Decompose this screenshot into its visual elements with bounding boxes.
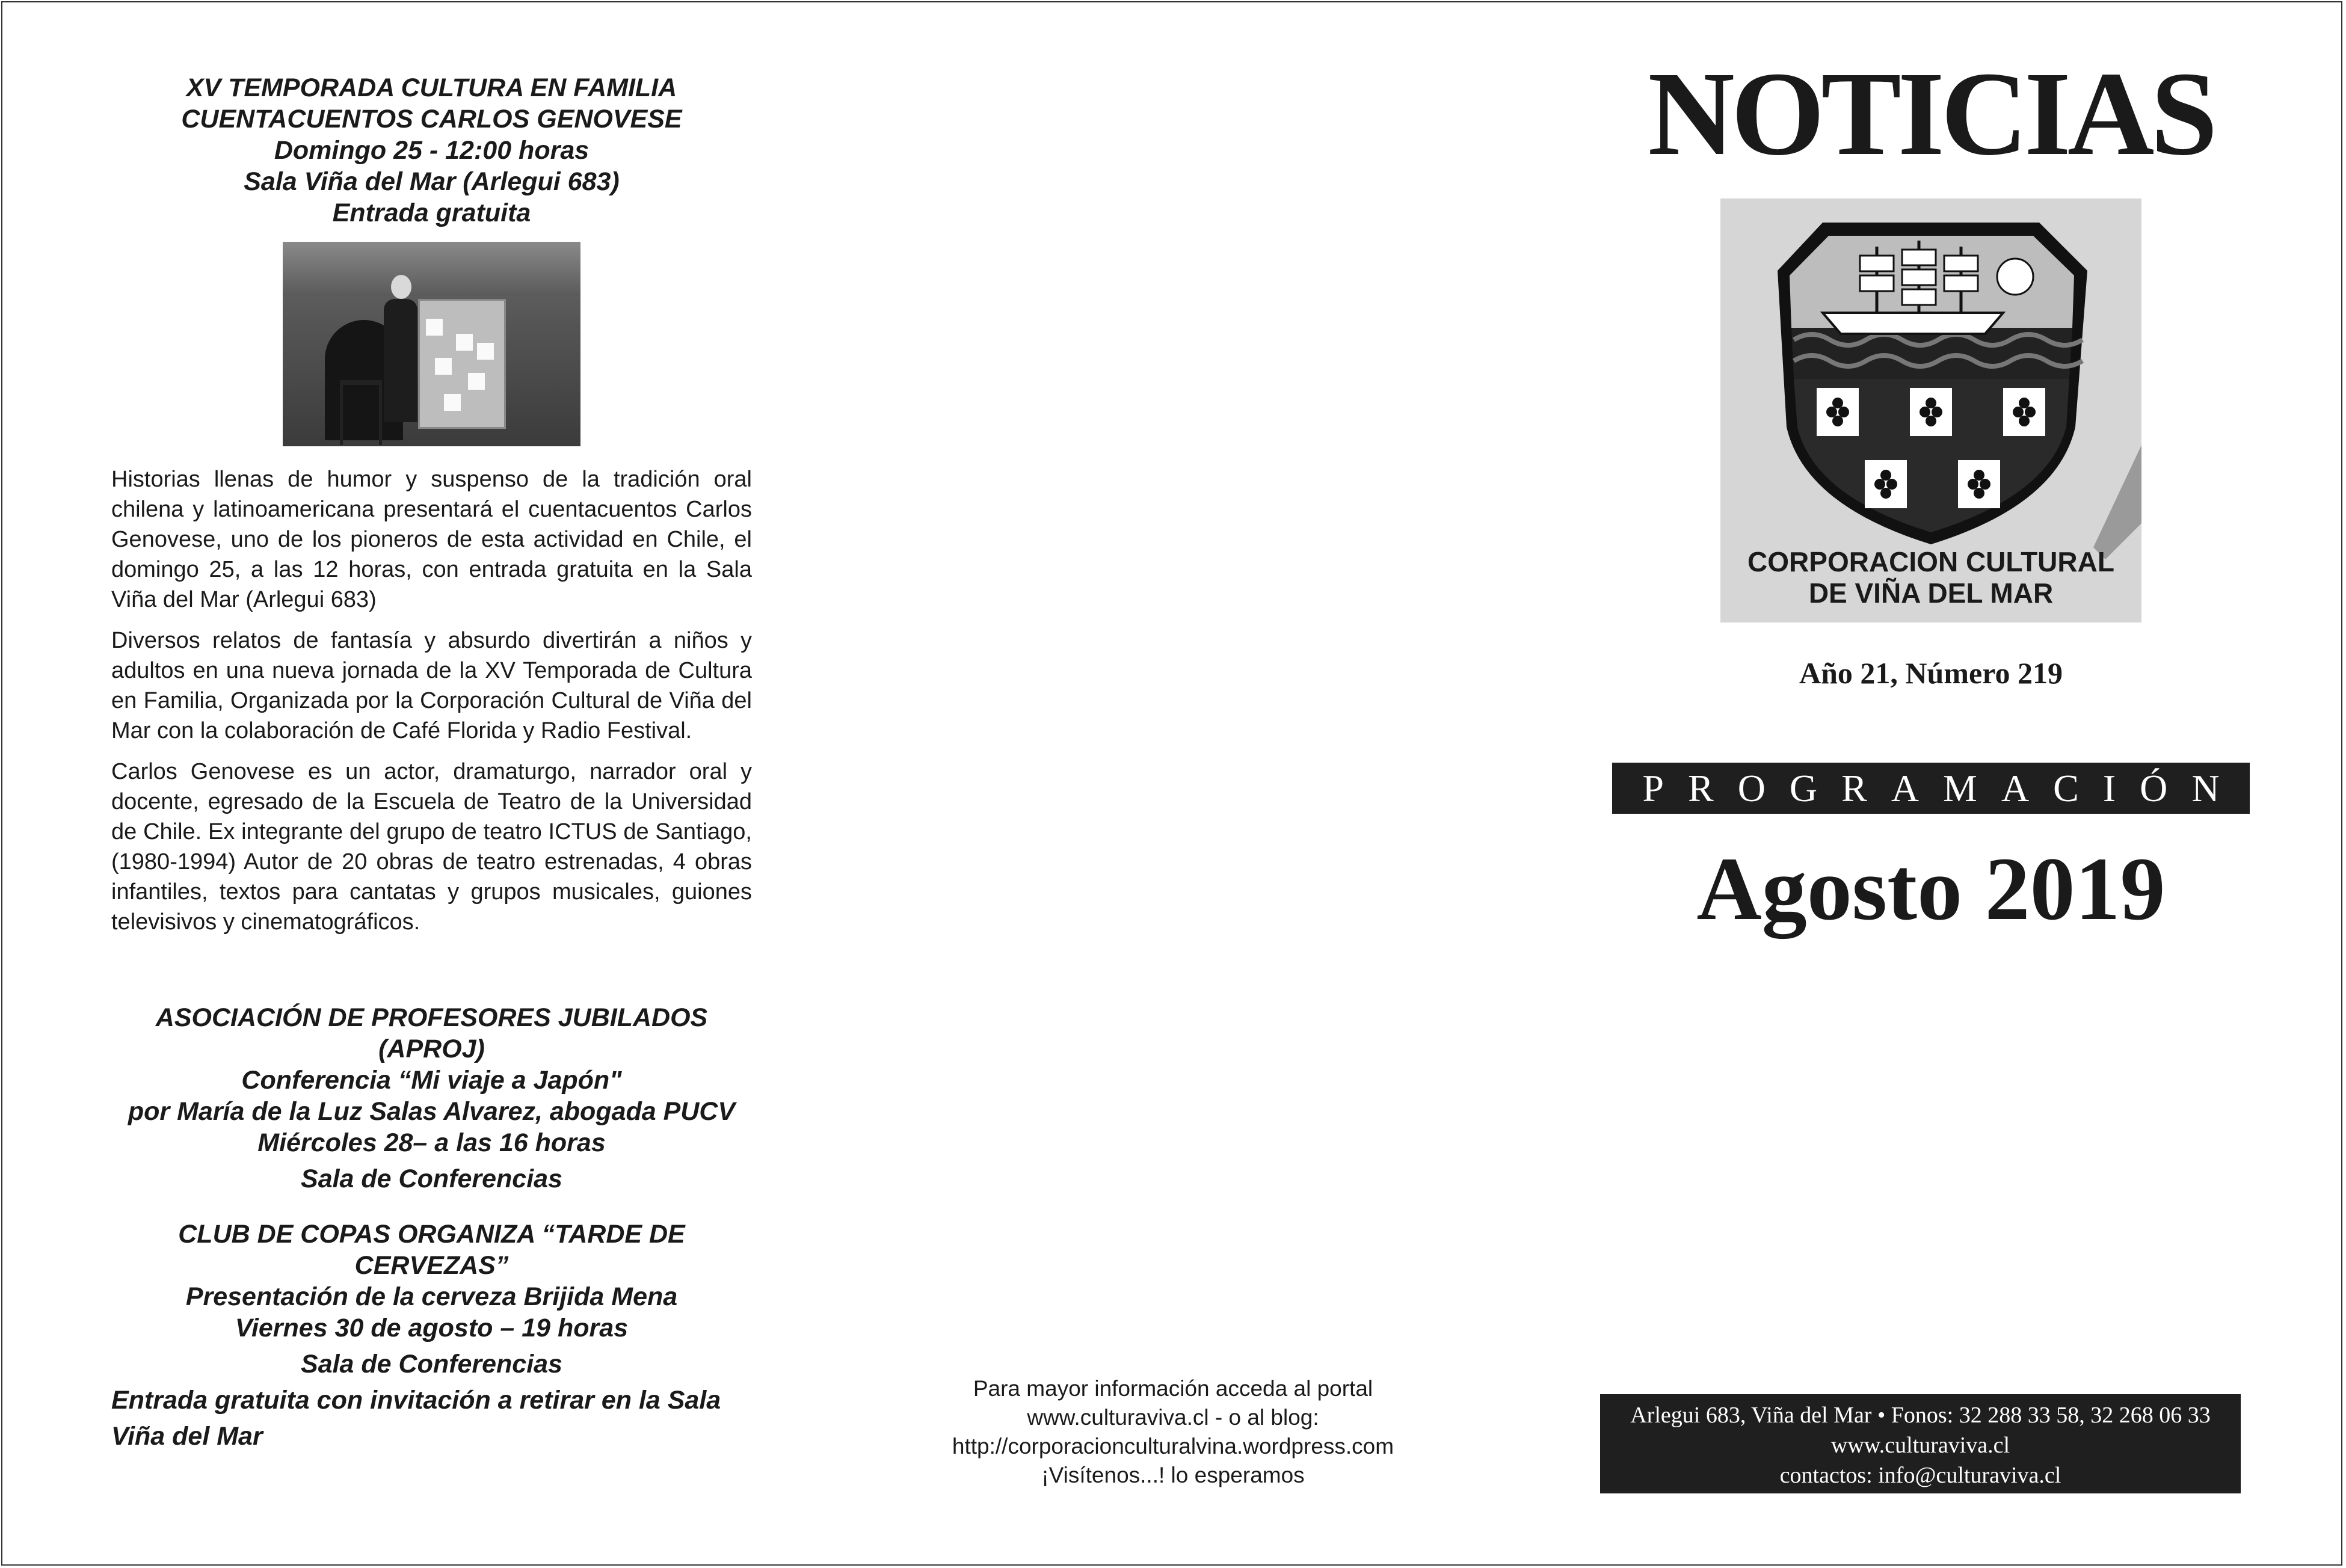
event2-line6: Sala de Conferencias — [301, 1164, 562, 1193]
info-portal: www.culturaviva.cl - o al blog: — [1027, 1405, 1319, 1430]
event1-date: Domingo 25 - 12:00 horas — [274, 136, 590, 165]
info-block — [914, 1374, 1432, 1490]
contact-website: www.culturaviva.cl — [1830, 1433, 2010, 1458]
event1-entry: Entrada gratuita — [332, 198, 531, 227]
event1-title-line2: CUENTACUENTOS CARLOS GENOVESE — [181, 105, 682, 134]
info-blog: http://corporacionculturalvina.wordpress.com — [952, 1434, 1394, 1459]
event2-line4: por María de la Luz Salas Alvarez, abogada PUCV — [128, 1097, 736, 1126]
info-closing: ¡Visítenos...! lo esperamos — [1041, 1463, 1305, 1487]
event3-line6: Entrada gratuita con invitación a retirar en la Sala — [111, 1386, 721, 1415]
contact-box — [1600, 1394, 2241, 1493]
event2-line3: Conferencia “Mi viaje a Japón" — [241, 1066, 622, 1095]
newsletter-title: NOTICIAS — [1648, 48, 2214, 180]
left-column — [111, 72, 752, 1452]
info-line1: Para mayor información acceda al portal — [973, 1376, 1373, 1401]
event1-paragraph-1: Historias llenas de humor y suspenso de la tradición oral chilena y latinoamericana presentará el cuentacuentos Carlos Genovese, uno de los pioneros de esta actividad en Chile, el domingo 25, a las 12 horas, con entrada gratuita en la Sala Viña del Mar (Arlegui 683) — [111, 467, 752, 612]
section-banner: PROGRAMACIÓN — [1612, 763, 2250, 814]
event3-line4: Viernes 30 de agosto – 19 horas — [235, 1314, 629, 1342]
event1-venue: Sala Viña del Mar (Arlegui 683) — [244, 167, 620, 196]
cover-column — [1600, 48, 2262, 939]
event3-line1: CLUB DE COPAS ORGANIZA “TARDE DE — [178, 1220, 685, 1249]
event1-title-line1: XV TEMPORADA CULTURA EN FAMILIA — [186, 73, 677, 102]
contact-address: Arlegui 683, Viña del Mar • Fonos: 32 288 33 58, 32 268 06 33 — [1630, 1403, 2211, 1428]
event1-paragraph-2: Diversos relatos de fantasía y absurdo divertirán a niños y adultos en una nueva jornada de la XV Temporada de Cultura en Familia, Organizada por la Corporación Cultural de Viña del Mar con la colaboración de Café Florida y Radio Festival. — [111, 628, 752, 743]
logo-text-line1: CORPORACION CULTURAL — [1747, 546, 2114, 577]
issue-number: Año 21, Número 219 — [1799, 656, 2063, 690]
corporation-logo — [1720, 198, 2141, 623]
event2-line5: Miércoles 28– a las 16 horas — [257, 1128, 606, 1157]
issue-month: Agosto 2019 — [1696, 839, 2166, 939]
storyteller-photo — [283, 242, 580, 446]
contact-email: contactos: info@culturaviva.cl — [1779, 1463, 2061, 1488]
shield-icon — [1720, 198, 2141, 623]
event2-line2: (APROJ) — [378, 1035, 485, 1063]
event2-line1: ASOCIACIÓN DE PROFESORES JUBILADOS — [155, 1003, 708, 1032]
event3-line3: Presentación de la cerveza Brijida Mena — [185, 1282, 678, 1311]
event3-line2: CERVEZAS” — [354, 1251, 509, 1280]
event3-line5: Sala de Conferencias — [301, 1350, 562, 1379]
logo-text-line2: DE VIÑA DEL MAR — [1808, 577, 2054, 609]
event3-line7: Viña del Mar — [111, 1422, 263, 1451]
event1-paragraph-3: Carlos Genovese es un actor, dramaturgo, narrador oral y docente, egresado de la Escuela de Teatro de la Universidad de Chile. Ex integrante del grupo de teatro ICTUS de Santiago, (1980-1994) Autor de 20 obras de teatro estrenadas, 4 obras infantiles, textos para cantatas y grupos musicales, guiones televisivos y cinematográficos. — [111, 759, 752, 935]
